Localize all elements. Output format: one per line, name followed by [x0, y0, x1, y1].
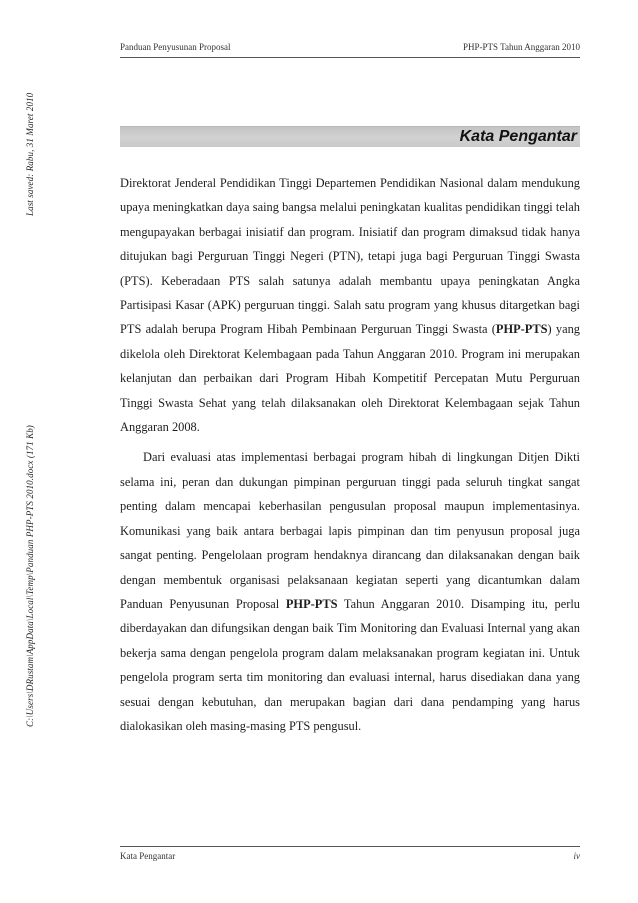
section-title-band	[120, 126, 580, 147]
paragraph-1-text-a: Direktorat Jenderal Pendidikan Tinggi Departemen Pendidikan Nasional dalam mendukung upaya meningkatkan daya saing bangsa melalui peningkatan kualitas pendidikan tinggi telah mengupayakan berbagai inisiatif dan program. Inisiatif dan program dimaksud tidak hanya ditujukan bagi Perguruan Tinggi Negeri (PTN), tetapi juga bagi Perguruan Tinggi Swasta (PTS). Keberadaan PTS salah satunya adalah membantu upaya peningkatan Angka Partisipasi Kasar (APK) perguruan tinggi. Salah satu program yang khusus ditargetkan bagi PTS adalah berupa Program Hibah Pembinaan Perguruan Tinggi Swasta (	[120, 176, 580, 337]
paragraph-2-text-b: Tahun Anggaran 2010. Disamping itu, perlu diberdayakan dan difungsikan dengan baik Tim Monitoring dan Evaluasi Internal yang akan bekerja sama dengan pengelola program dalam melaksanakan program kegiatan ini. Untuk pengelola program serta tim monitoring dan evaluasi internal, harus disediakan dana yang sesuai dengan kebutuhan, dan merupakan bagian dari dana pendamping yang harus dialokasikan oleh masing-masing PTS pengusul.	[120, 596, 580, 733]
paragraph-2-bold-term: PHP-PTS	[285, 596, 338, 611]
header-document-title: Panduan Penyusunan Proposal	[120, 42, 231, 52]
paragraph-1	[120, 171, 580, 439]
header-rule	[120, 57, 580, 58]
footer-rule	[120, 846, 580, 847]
header-program-title: PHP-PTS Tahun Anggaran 2010	[463, 42, 580, 52]
footer-section-name: Kata Pengantar	[120, 851, 176, 861]
body-text	[120, 171, 580, 738]
running-header	[120, 42, 580, 52]
paragraph-2	[120, 445, 580, 738]
page-number: iv	[573, 851, 580, 861]
last-saved-note: Last saved: Rabu, 31 Maret 2010	[25, 92, 35, 216]
section-title: Kata Pengantar	[459, 128, 577, 145]
file-path-note: C:\Users\DRustam\AppData\Local\Temp\Panduan PHP-PTS 2010.docx (171 Kb)	[25, 425, 35, 727]
paragraph-2-text-a: Dari evaluasi atas implementasi berbagai program hibah di lingkungan Ditjen Dikti selama ini, peran dan dukungan pimpinan perguruan tinggi pada seluruh tingkat sangat penting dalam mencapai keberhasilan pengusulan proposal maupun implementasinya. Komunikasi yang baik antara berbagai lapis pimpinan dan tim penyusun proposal juga sangat penting. Pengelolaan program hendaknya dirancang dan dilaksanakan dengan baik dengan membentuk organisasi pelaksanaan kegiatan seperti yang dicantumkan dalam Panduan Penyusunan Proposal	[120, 450, 580, 611]
paragraph-1-bold-term: PHP-PTS	[495, 322, 548, 337]
paragraph-1-text-b: ) yang dikelola oleh Direktorat Kelembagaan pada Tahun Anggaran 2010. Program ini merupakan kelanjutan dan perbaikan dari Program Hibah Kompetitif Percepatan Mutu Perguruan Tinggi Swasta Sehat yang telah dilaksanakan oleh Direktorat Kelembagaan sejak Tahun Anggaran 2008.	[120, 322, 581, 435]
running-footer	[120, 851, 580, 861]
